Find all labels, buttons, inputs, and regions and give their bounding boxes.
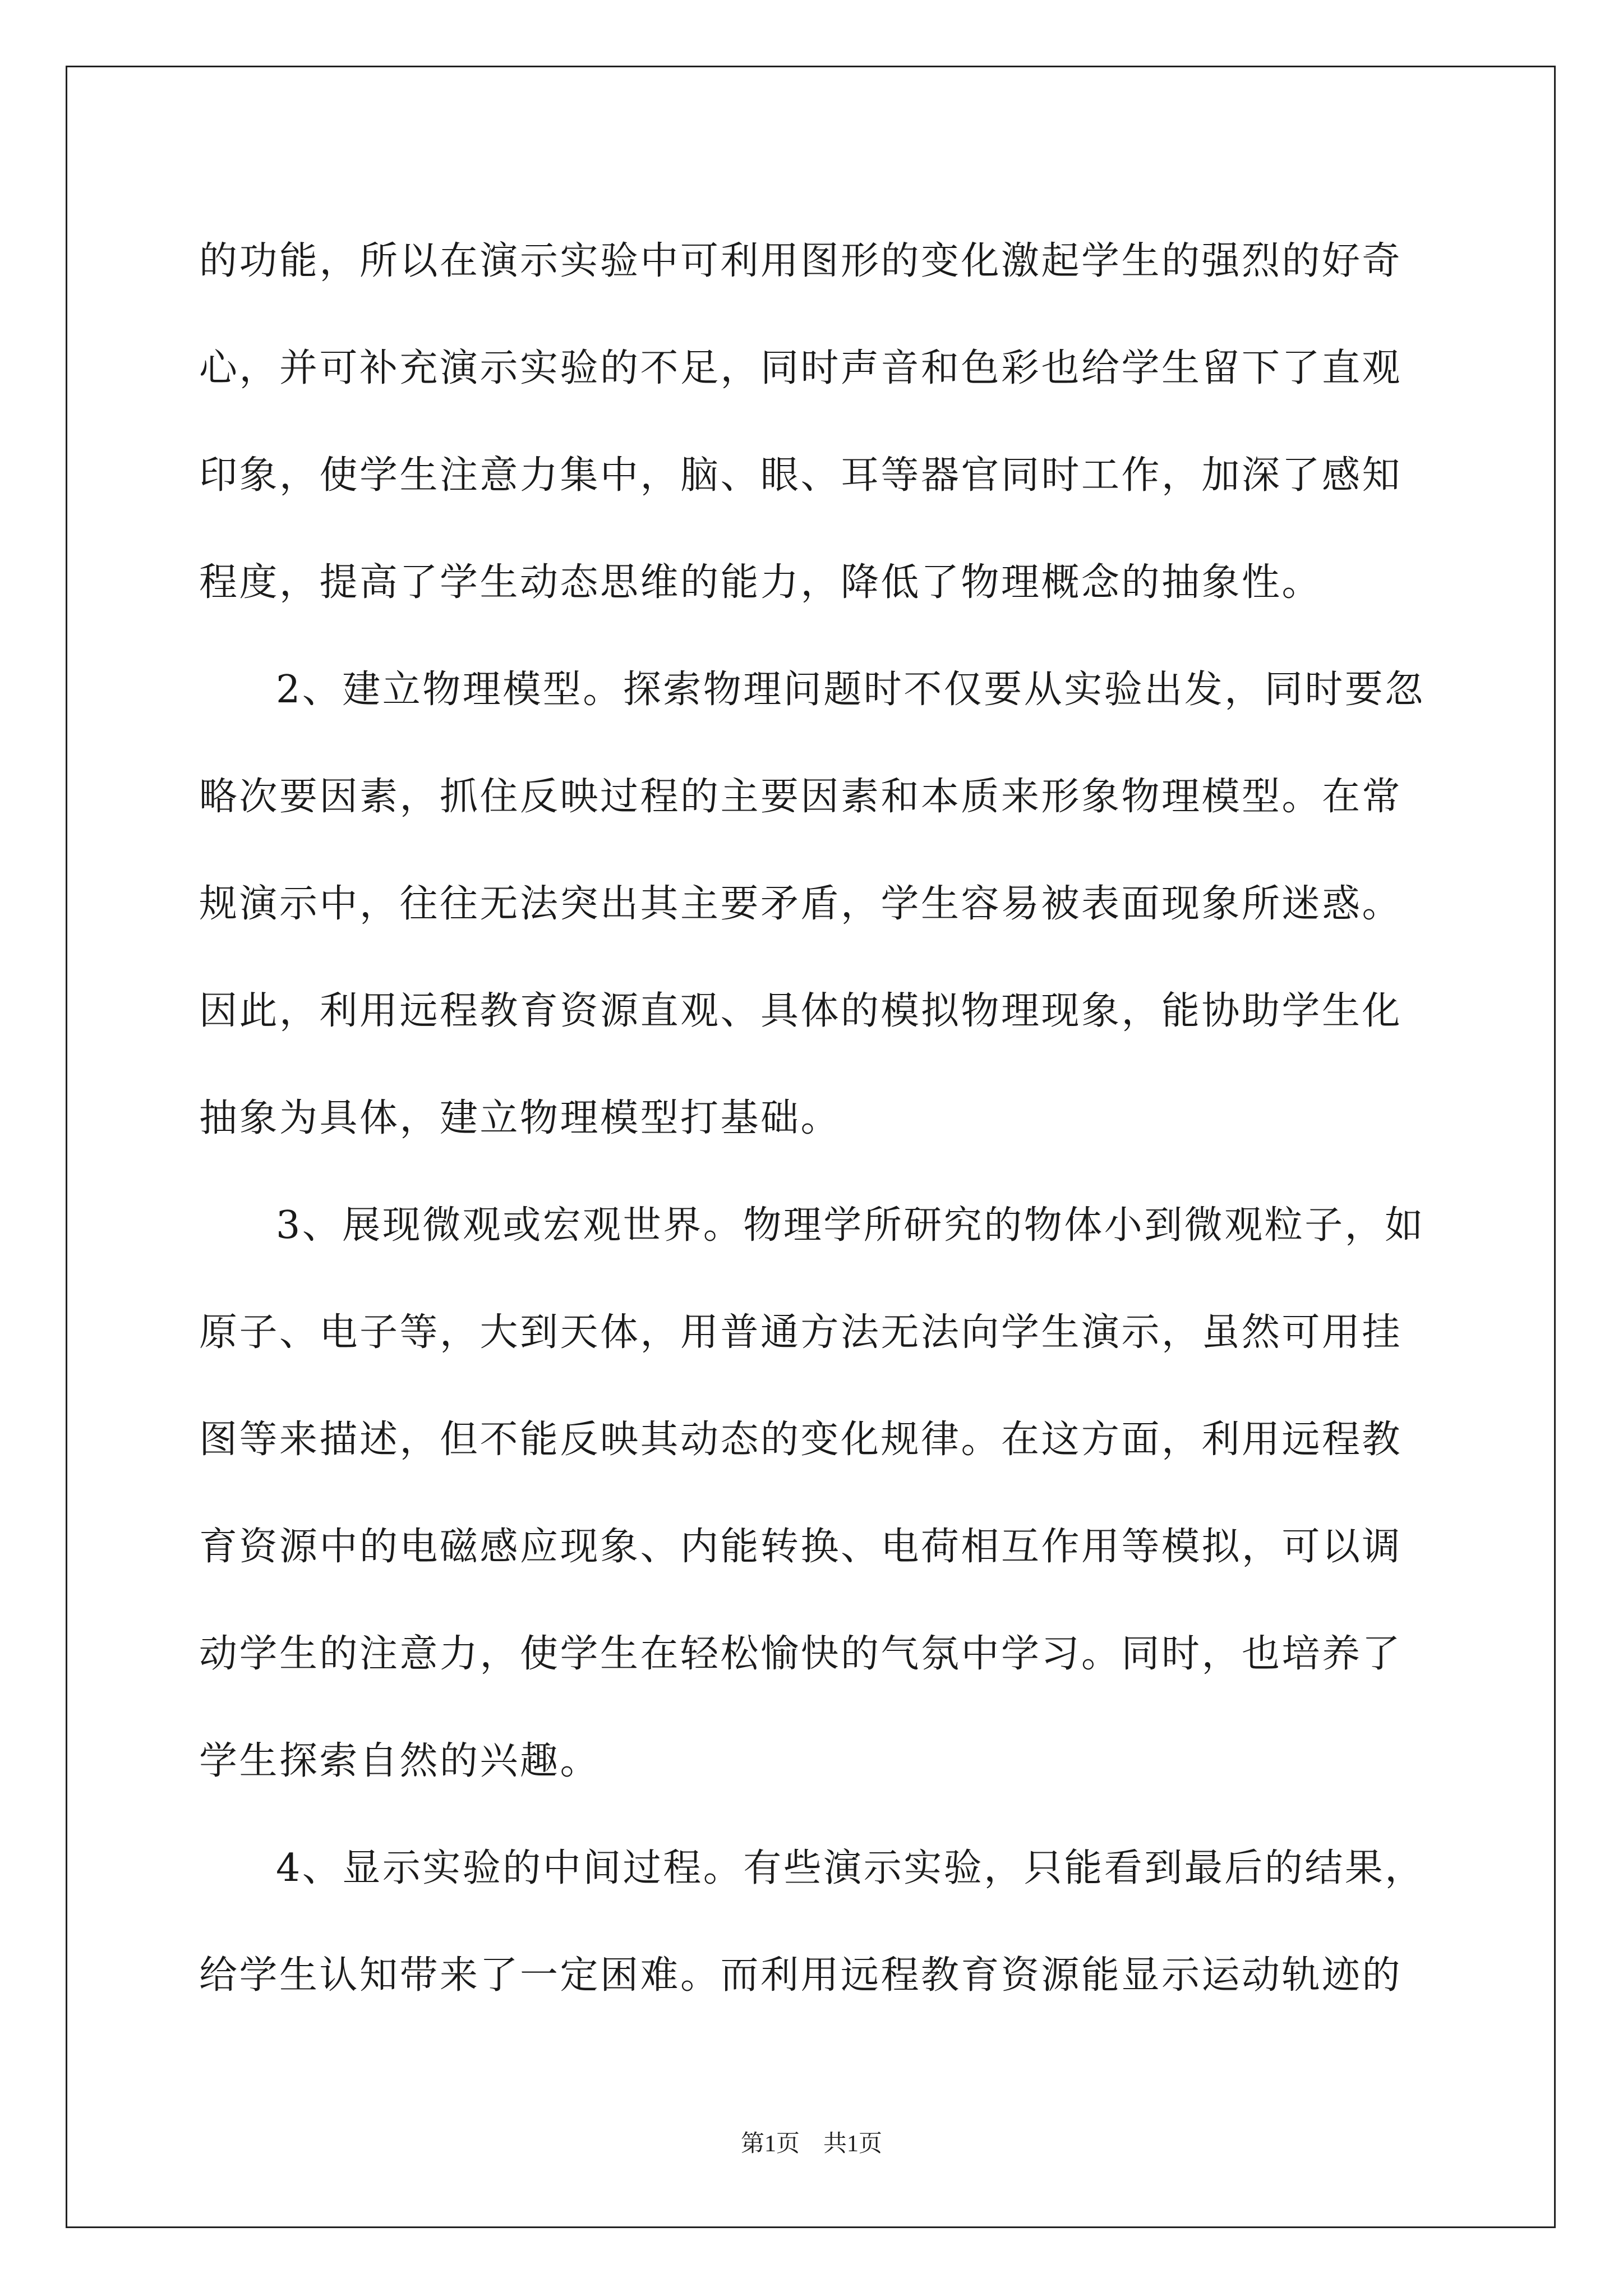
- text-line: 程度，提高了学生动态思维的能力，降低了物理概念的抽象性。: [199, 560, 1322, 605]
- text-line: 2、建立物理模型。探索物理问题时不仅要从实验出发，同时要忽: [276, 668, 1425, 712]
- text-line: 动学生的注意力，使学生在轻松愉快的气氛中学习。同时，也培养了: [199, 1632, 1403, 1676]
- document-body: [199, 208, 1427, 2029]
- text-line: 略次要因素，抓住反映过程的主要因素和本质来形象物理模型。在常: [199, 775, 1403, 819]
- text-line: 给学生认知带来了一定困难。而利用远程教育资源能显示运动轨迹的: [199, 1953, 1403, 1998]
- page-footer: 第1页 共1页: [740, 2131, 882, 2157]
- text-line: 规演示中，往往无法突出其主要矛盾，学生容易被表面现象所迷惑。: [199, 882, 1403, 926]
- text-line: 3、展现微观或宏观世界。物理学所研究的物体小到微观粒子，如: [276, 1203, 1425, 1248]
- text-line: 学生探索自然的兴趣。: [199, 1739, 601, 1783]
- text-line: 育资源中的电磁感应现象、内能转换、电荷相互作用等模拟，可以调: [199, 1525, 1403, 1569]
- text-line: 4、显示实验的中间过程。有些演示实验，只能看到最后的结果，: [276, 1846, 1425, 1890]
- text-line: 印象，使学生注意力集中，脑、眼、耳等器官同时工作，加深了感知: [199, 453, 1403, 498]
- text-line: 图等来描述，但不能反映其动态的变化规律。在这方面，利用远程教: [199, 1418, 1403, 1462]
- text-line: 原子、电子等，大到天体，用普通方法无法向学生演示，虽然可用挂: [199, 1310, 1403, 1355]
- text-line: 因此，利用远程教育资源直观、具体的模拟物理现象，能协助学生化: [199, 989, 1403, 1033]
- text-line: 抽象为具体，建立物理模型打基础。: [199, 1096, 841, 1140]
- text-line: 心，并可补充演示实验的不足，同时声音和色彩也给学生留下了直观: [199, 346, 1403, 390]
- text-line: 的功能，所以在演示实验中可利用图形的变化激起学生的强烈的好奇: [199, 239, 1403, 283]
